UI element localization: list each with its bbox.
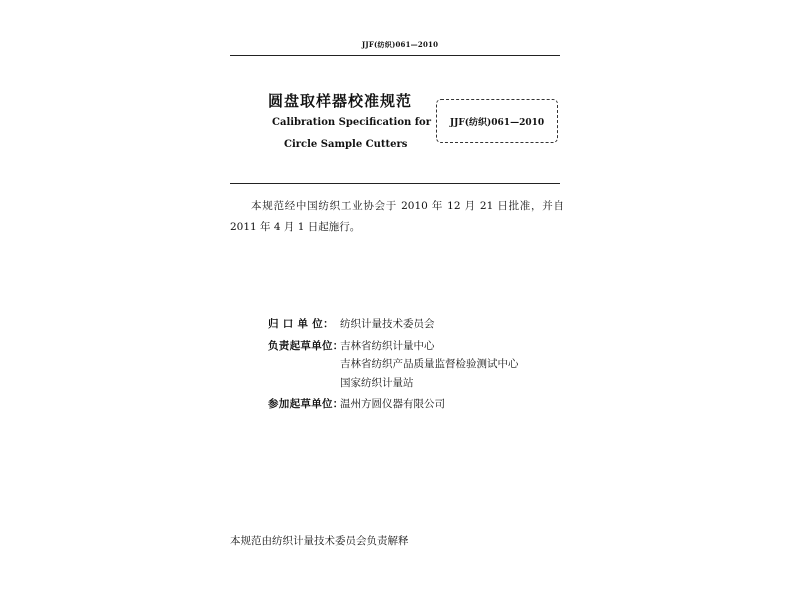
drafting-unit-value: 吉林省纺织产品质量监督检验测试中心 [340,358,519,370]
responsible-unit-label: 归 口 单 位： [268,318,334,330]
header-rule [230,55,560,56]
responsible-unit-value: 纺织计量技术委员会 [340,318,435,330]
drafting-unit-value: 吉林省纺织计量中心 [340,340,435,352]
drafting-unit-row-3 [268,375,414,390]
approval-statement: 本规范经中国纺织工业协会于 2010 年 12 月 21 日批准，并自 2011 年 4 月 1 日起施行。 [230,200,564,233]
drafting-unit-row [268,338,435,353]
interpretation-note: 本规范由纺织计量技术委员会负责解释 [230,535,409,547]
title-english-line1: Calibration Specification for [272,117,431,128]
drafting-unit-label: 负责起草单位： [268,340,344,352]
title-chinese: 圆盘取样器校准规范 [268,92,413,110]
participating-unit-value: 温州方圆仪器有限公司 [340,398,445,410]
specification-code-box: JJF(纺织)061—2010 [436,99,558,143]
participating-unit-row [268,396,445,411]
participating-unit-label: 参加起草单位： [268,398,344,410]
responsible-unit-row [268,316,435,331]
drafting-unit-value: 国家纺织计量站 [340,377,414,389]
header-code: JJF(纺织)061—2010 [361,40,439,49]
section-rule [230,183,560,184]
drafting-unit-row-2 [268,356,519,371]
title-english-line2: Circle Sample Cutters [284,139,408,150]
